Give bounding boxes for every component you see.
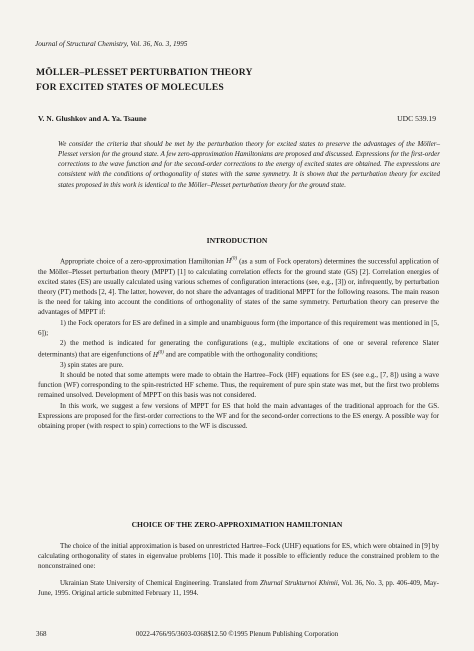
paragraph: 1) the Fock operators for ES are defined in a simple and unambiguous form (the importance of this requirement was mentioned in [5, 6]); xyxy=(38,318,439,337)
introduction-body xyxy=(38,255,439,431)
section-heading-choice: CHOICE OF THE ZERO-APPROXIMATION HAMILTONIAN xyxy=(131,520,343,529)
journal-header: Journal of Structural Chemistry, Vol. 36, No. 3, 1995 xyxy=(35,40,188,48)
authors: V. N. Glushkov and A. Ya. Tsaune xyxy=(38,114,147,123)
title-line-1: MÖLLER–PLESSET PERTURBATION THEORY xyxy=(36,67,253,78)
udc-code: UDC 539.19 xyxy=(397,114,436,123)
footnote: Ukrainian State University of Chemical Engineering. Translated from Zhurnal Strukturnoi Khimii, Vol. 36, No. 3, pp. 406-409, May-June, 1995. Original article submitted February 11, 1994. xyxy=(38,579,439,598)
text-run: and are compatible with the orthogonality conditions; xyxy=(163,350,318,359)
abstract: We consider the criteria that should be met by the perturbation theory for excited states to preserve the advantages of the Möller–Plesset version for the ground state. A few zero-approximation Hamiltonians are proposed and discussed. Expressions for the first-order corrections to the wave function and for the second-order corrections to the energy of excited states are obtained. The expressions are consistent with the conditions of orthogonality of states with the same symmetry. It is shown that the perturbation theory for excited states proposed in this work is identical to the Möller–Plesset perturbation theory for the ground state. xyxy=(58,140,440,189)
paragraph xyxy=(38,338,439,360)
hamiltonian-symbol: $H^{(0)}$ xyxy=(152,350,164,359)
paragraph: The choice of the initial approximation is based on unrestricted Hartree–Fock (UHF) equations for ES, which were obtained in [9] by calculating orthogonality of states in eigenvalue problems [10]. This made it possible to efficiently reduce the constrained problem to the nonconstrained one: xyxy=(38,542,439,571)
paragraph: In this work, we suggest a few versions of MPPT for ES that hold the main advantages of the traditional approach for the GS. Expressions are proposed for the first-order corrections to the WF and for the second-order corrections to the ES energy. A possible way for obtaining proper (with respect to spin) corrections to the WF is discussed. xyxy=(38,401,439,430)
paragraph: 3) spin states are pure. xyxy=(60,360,124,369)
title-line-2: FOR EXCITED STATES OF MOLECULES xyxy=(36,81,224,93)
choice-body xyxy=(38,541,439,572)
page-number: 368 xyxy=(36,630,47,638)
text-run: Appropriate choice of a zero-approximation Hamiltonian xyxy=(60,257,227,266)
article-title xyxy=(36,66,436,95)
section-heading-introduction: INTRODUCTION xyxy=(206,236,268,245)
issn-line: 0022-4766/95/3603-0368$12.50 ©1995 Plenum Publishing Corporation xyxy=(135,630,339,638)
paragraph: It should be noted that some attempts were made to obtain the Hartree–Fock (HF) equations for ES (see e.g., [7, 8]) using a wave function (WF) corresponding to the spin-restricted HF scheme. Thus, the requirement of pure spin state was met, but the first two problems remained unsolved. Development of MPPT on this basis was not considered. xyxy=(38,370,439,400)
text-run: 2) the method is indicated for generating the configurations (e.g., multiple excitations of one or several reference Slater determinants) that are eigenfunctions of xyxy=(38,338,439,359)
hamiltonian-symbol: $H^{(0)}$ xyxy=(226,257,238,266)
paragraph xyxy=(38,255,439,318)
text-run: (as a sum of Fock operators) determines the successful application of the Möller–Plesset perturbation theory (MPPT) [1] to calculating correlation effects for the ground state (GS) [2]. Correlation energies of excited states (ES) are usually calculated using various schemes of configuration interactions (see, e.g., [3]) or, infrequently, by perturbation theory (PT) methods [2, 4]. The latter, however, do not share the advantages of traditional MPPT for the following reasons. The main reason is the need for taking into account the conditions of orthogonality of states of the same symmetry. Perturbation theory can preserve the advantages of MPPT if: xyxy=(38,257,439,317)
